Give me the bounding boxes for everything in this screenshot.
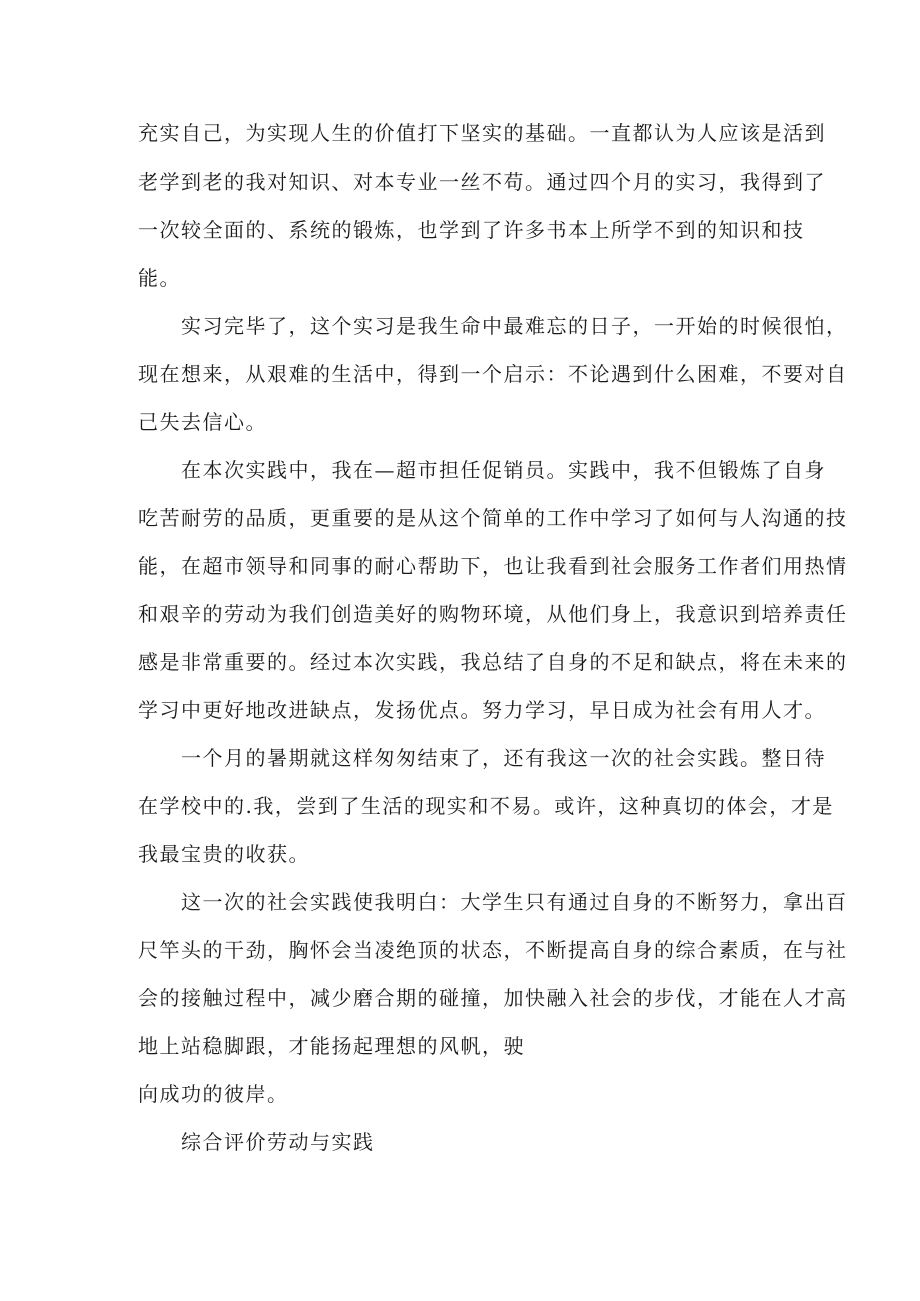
text-line: 充实自己，为实现人生的价值打下坚实的基础。一直都认为人应该是活到: [138, 121, 826, 145]
text-line: 一次较全面的、系统的锻炼，也学到了许多书本上所学不到的知识和技: [138, 218, 805, 242]
text-line: 会的接触过程中，减少磨合期的碰撞，加快融入社会的步伐，才能在人才高: [138, 986, 848, 1010]
text-line: 一个月的暑期就这样匆匆结束了，还有我这一次的社会实践。整日待: [181, 746, 826, 770]
text-line: 向成功的彼岸。: [138, 1082, 289, 1106]
text-line: 能。: [138, 266, 181, 290]
text-line: 和艰辛的劳动为我们创造美好的购物环境，从他们身上，我意识到培养责任: [138, 602, 848, 626]
text-line: 实习完毕了，这个实习是我生命中最难忘的日子，一开始的时候很怕，: [181, 314, 848, 338]
text-line: 现在想来，从艰难的生活中，得到一个启示：不论遇到什么困难，不要对自: [138, 362, 848, 386]
text-line: 地上站稳脚跟，才能扬起理想的风帆，驶: [138, 1034, 525, 1058]
text-line: 感是非常重要的。经过本次实践，我总结了自身的不足和缺点，将在未来的: [138, 650, 848, 674]
text-line: 吃苦耐劳的品质，更重要的是从这个简单的工作中学习了如何与人沟通的技: [138, 506, 848, 530]
text-line: 老学到老的我对知识、对本专业一丝不苟。通过四个月的实习，我得到了: [138, 170, 826, 194]
text-line: 己失去信心。: [138, 410, 267, 434]
text-line: 我最宝贵的收获。: [138, 842, 310, 866]
section-heading: 综合评价劳动与实践: [181, 1130, 375, 1154]
text-line: 尺竿头的干劲，胸怀会当凌绝顶的状态，不断提高自身的综合素质，在与社: [138, 938, 848, 962]
text-line: 这一次的社会实践使我明白：大学生只有通过自身的不断努力，拿出百: [181, 890, 848, 914]
text-line: 在学校中的.我，尝到了生活的现实和不易。或许，这种真切的体会，才是: [138, 794, 834, 818]
text-line: 能，在超市领导和同事的耐心帮助下，也让我看到社会服务工作者们用热情: [138, 554, 848, 578]
text-line: 在本次实践中，我在—超市担任促销员。实践中，我不但锻炼了自身: [181, 458, 826, 482]
text-line: 学习中更好地改进缺点，发扬优点。努力学习，早日成为社会有用人才。: [138, 698, 826, 722]
